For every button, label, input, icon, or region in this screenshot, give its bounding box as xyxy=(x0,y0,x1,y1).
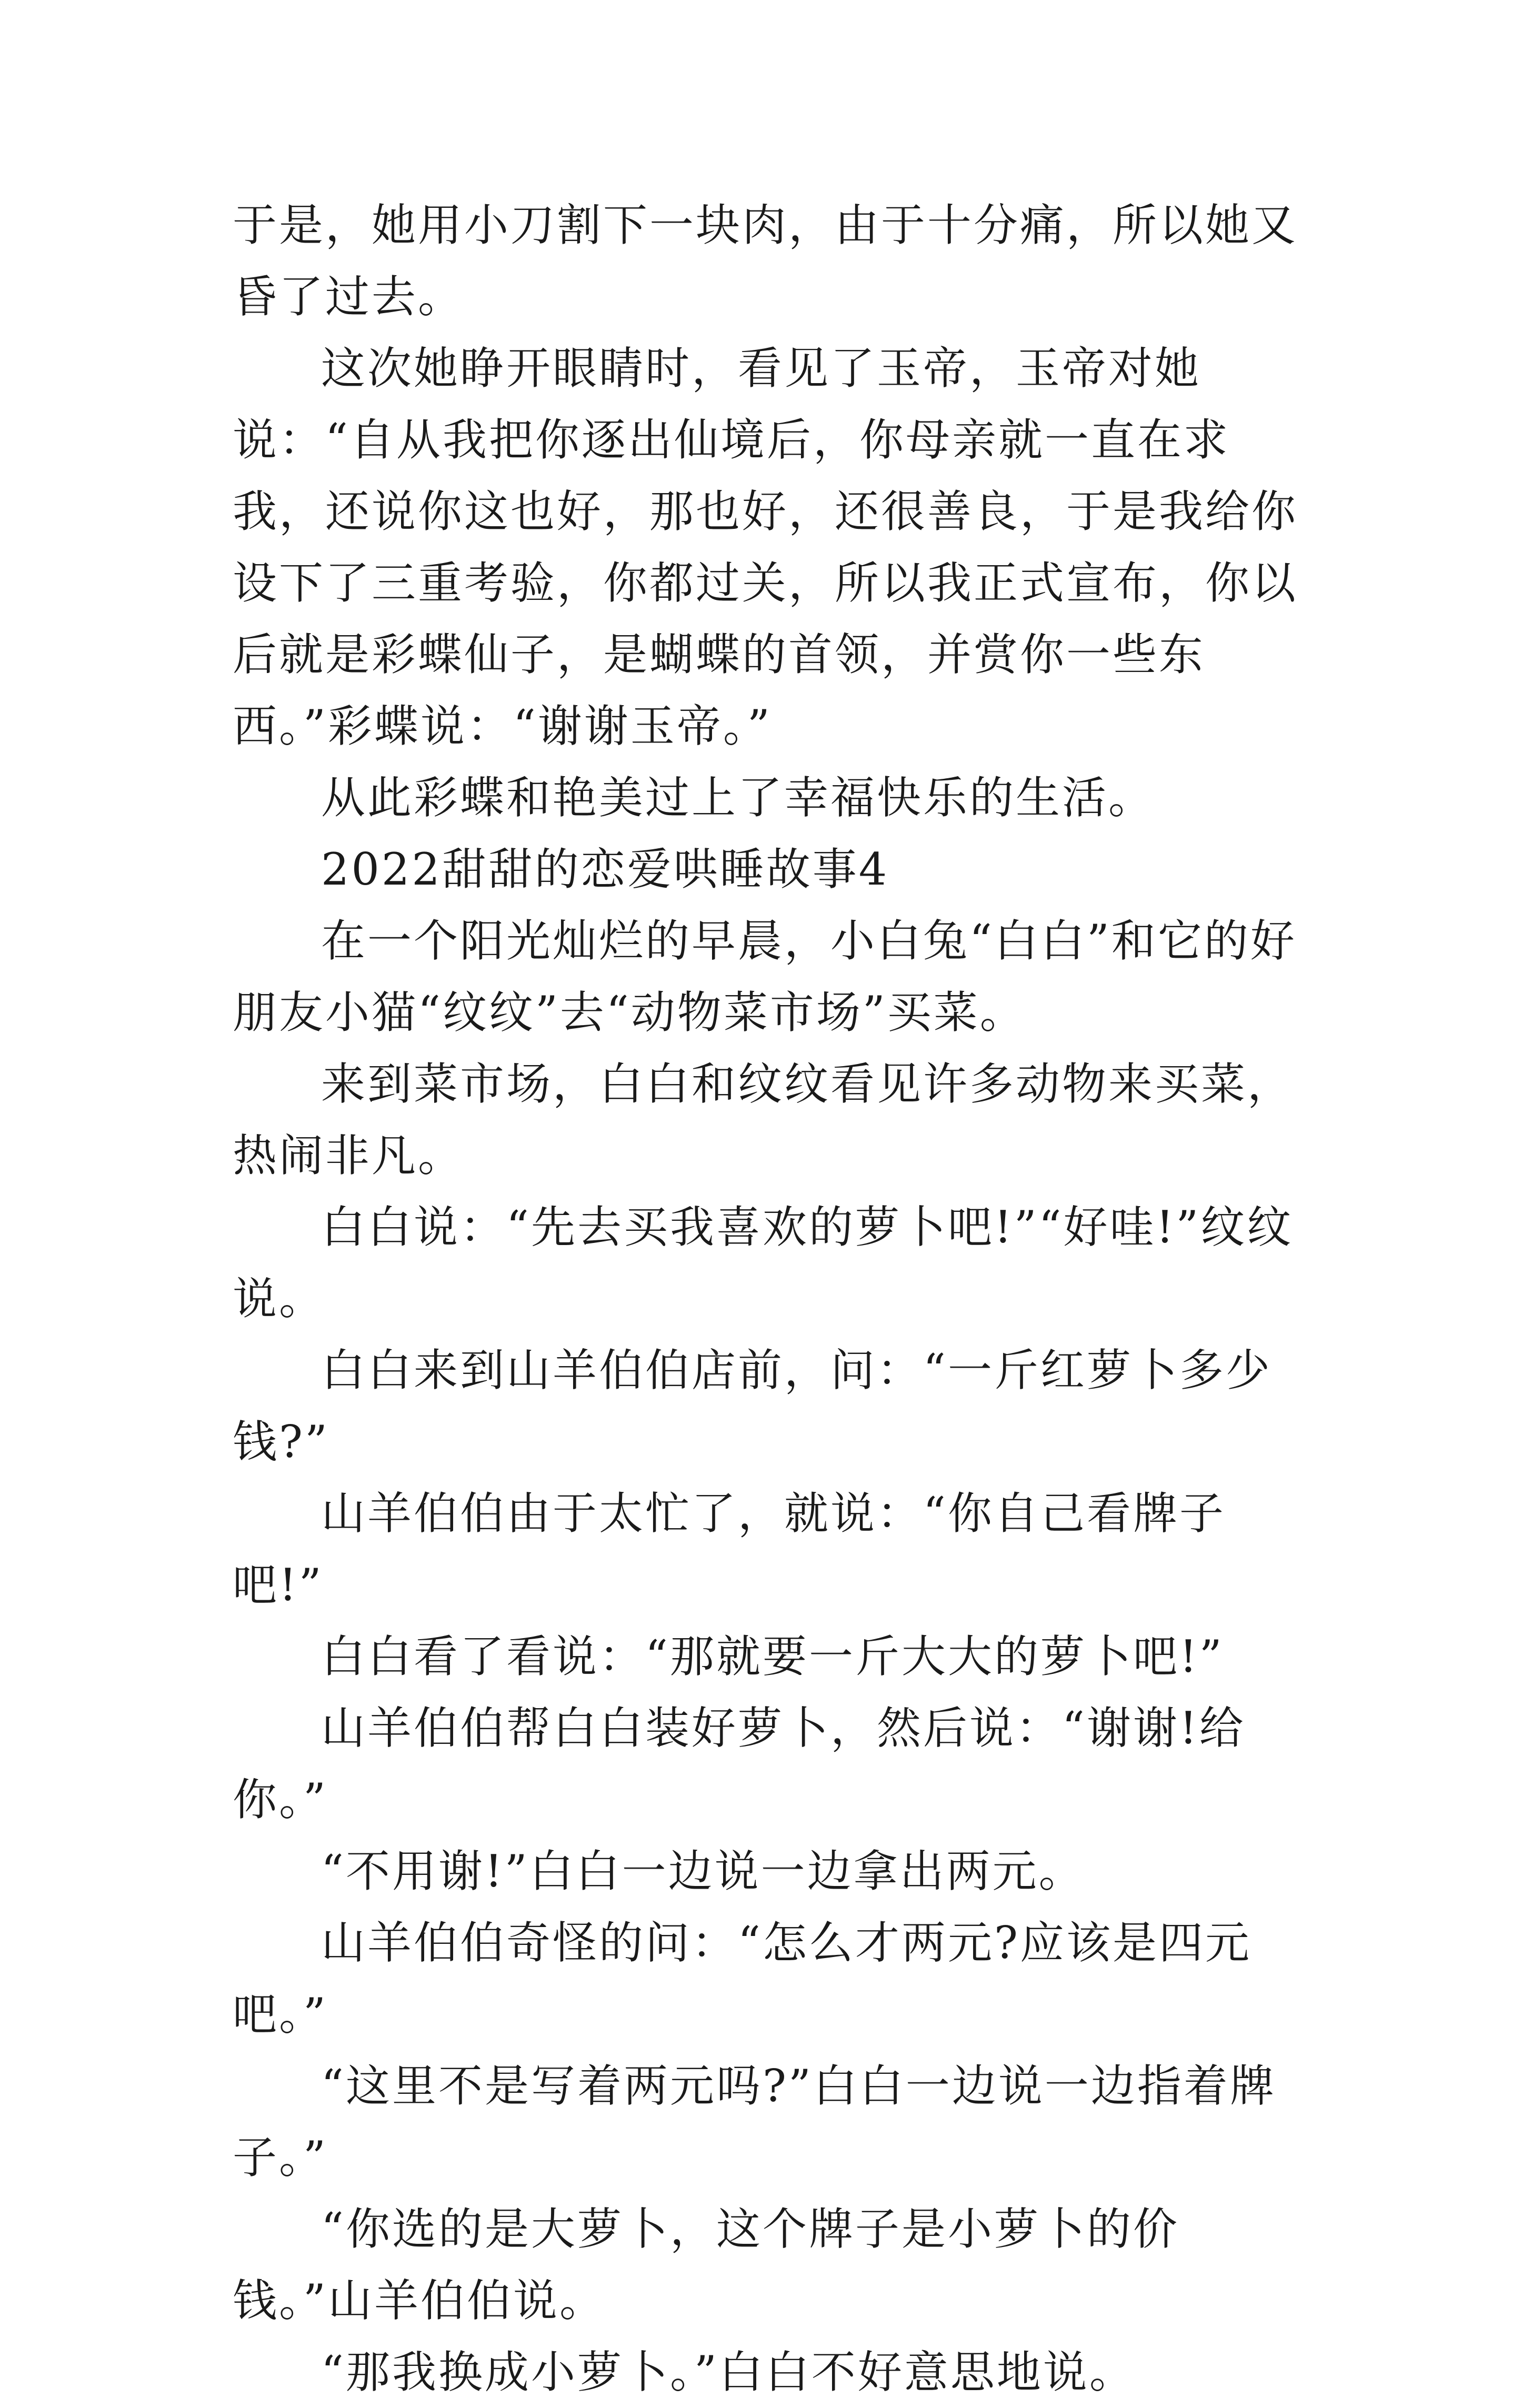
paragraph-15: “你选的是大萝卜，这个牌子是小萝卜的价钱。”山羊伯伯说。 xyxy=(233,2203,1179,2326)
paragraph-16: “那我换成小萝卜。”白白不好意思地说。 xyxy=(321,2346,1136,2398)
paragraph-11: 山羊伯伯帮白白装好萝卜，然后说：“谢谢!给你。” xyxy=(233,1702,1246,1825)
paragraph-13: 山羊伯伯奇怪的问：“怎么才两元?应该是四元吧。” xyxy=(233,1917,1251,2040)
paragraph-14: “这里不是写着两元吗?”白白一边说一边指着牌子。” xyxy=(233,2060,1276,2183)
paragraph-9: 山羊伯伯由于太忙了，就说：“你自己看牌子吧!” xyxy=(233,1488,1226,1611)
story-heading: 2022甜甜的恋爱哄睡故事4 xyxy=(321,844,889,895)
paragraph-3: 从此彩蝶和艳美过上了幸福快乐的生活。 xyxy=(321,772,1155,824)
paragraph-7: 白白说：“先去买我喜欢的萝卜吧!”“好哇!”纹纹说。 xyxy=(233,1201,1294,1325)
paragraph-6: 来到菜市场，白白和纹纹看见许多动物来买菜，热闹非凡。 xyxy=(233,1058,1294,1181)
paragraph-2: 这次她睁开眼睛时，看见了玉帝，玉帝对她说：“自从我把你逐出仙境后，你母亲就一直在求我，还说你这也好，那也好，还很善良，于是我给你设下了三重考验，你都过关，所以我正式宣布，你以后就是彩蝶仙子，是蝴蝶的首领，并赏你一些东西。”彩蝶说：“谢谢玉帝。” xyxy=(233,343,1298,752)
paragraph-1: 于是，她用小刀割下一块肉，由于十分痛，所以她又昏了过去。 xyxy=(233,199,1298,323)
paragraph-8: 白白来到山羊伯伯店前，问：“一斤红萝卜多少钱?” xyxy=(233,1345,1272,1468)
paragraph-10: 白白看了看说：“那就要一斤大大的萝卜吧!” xyxy=(321,1631,1224,1682)
paragraph-5: 在一个阳光灿烂的早晨，小白兔“白白”和它的好朋友小猫“纹纹”去“动物菜市场”买菜。 xyxy=(233,915,1297,1038)
document-body xyxy=(233,189,1311,2408)
paragraph-12: “不用谢!”白白一边说一边拿出两元。 xyxy=(321,1845,1085,1897)
